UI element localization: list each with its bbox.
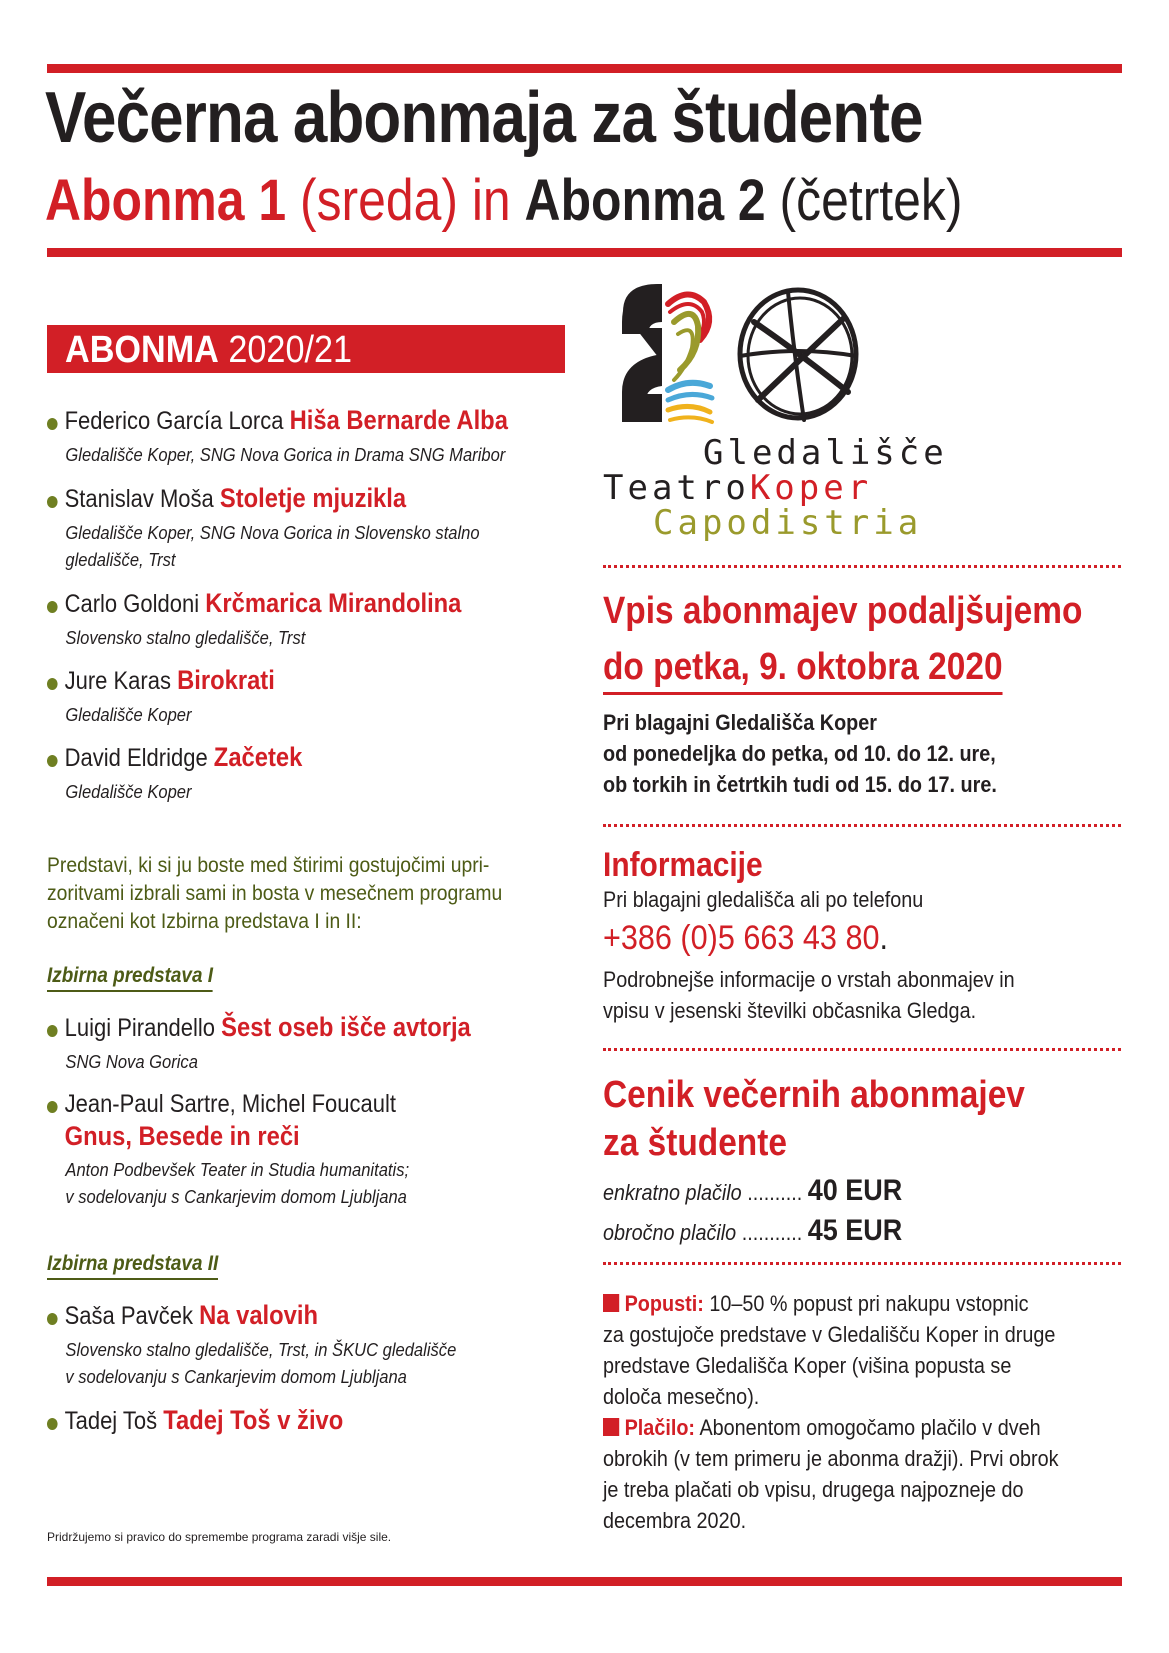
performance-producer: Anton Podbevšek Teater in Studia humanitatis; <box>65 1160 410 1180</box>
dotted-divider <box>603 1048 1121 1051</box>
performance-producer: Gledališče Koper, SNG Nova Gorica in Slovensko stalno <box>65 523 480 543</box>
payment-line <box>603 1412 1059 1443</box>
performance-author: Jean-Paul Sartre, Michel Foucault <box>64 1090 396 1118</box>
abonma2-label: Abonma 2 <box>524 168 766 233</box>
phone-suffix: . <box>879 919 888 957</box>
theatre-20-logo <box>618 282 878 432</box>
abonma1-label: Abonma 1 <box>45 168 287 233</box>
performance-item <box>47 742 337 806</box>
enrolment-line: od ponedeljka do petka, od 10. do 12. ure, <box>603 741 996 766</box>
payment-line: obrokih (v tem primeru je abonma dražji). Prvi obrok <box>603 1446 1059 1471</box>
bullet-icon <box>47 1313 58 1325</box>
season-label: ABONMA <box>65 329 219 371</box>
performance-item <box>47 1012 529 1076</box>
bullet-icon <box>47 678 58 690</box>
price-single-label: enkratno plačilo <box>603 1180 742 1205</box>
phone-digits: +386 (0)5 663 43 80 <box>603 919 880 957</box>
performance-title: Stoletje mjuzikla <box>219 483 407 513</box>
performance-producer: Slovensko stalno gledališče, Trst, in ŠKUC gledališče <box>65 1340 457 1360</box>
performance-producer: Slovensko stalno gledališče, Trst <box>65 628 306 648</box>
performance-item <box>47 665 306 729</box>
performance-title: Krčmarica Mirandolina <box>205 588 462 618</box>
performance-item <box>47 405 571 469</box>
logo-zero-circle <box>740 290 856 420</box>
logo-line2 <box>603 468 872 508</box>
discount-line: za gostujoče predstave v Gledališču Koper in druge <box>603 1322 1056 1347</box>
intro-line: označeni kot Izbirna predstava I in II: <box>47 910 362 933</box>
info-line: Pri blagajni gledališča ali po telefonu <box>603 887 924 912</box>
performance-author: Luigi Pirandello <box>64 1014 216 1042</box>
discount-label: Popusti: <box>624 1291 704 1316</box>
performance-producer: Gledališče Koper <box>65 782 192 802</box>
logo-koper: Koper <box>749 468 873 508</box>
performance-author: Federico García Lorca <box>64 407 284 435</box>
red-square-icon <box>603 1294 619 1312</box>
header-bottom-rule <box>47 248 1122 257</box>
price-leader: ........... <box>741 1220 803 1245</box>
performance-title: Na valovih <box>199 1300 318 1330</box>
bullet-icon <box>47 601 58 613</box>
elective-intro <box>47 852 562 936</box>
performance-author: Saša Pavček <box>64 1302 194 1330</box>
performance-title: Gnus, Besede in reči <box>64 1121 300 1151</box>
payment-text: Abonentom omogočamo plačilo v dveh <box>699 1415 1041 1440</box>
bullet-icon <box>47 418 58 430</box>
info-heading: Informacije <box>603 846 763 884</box>
payment-line: decembra 2020. <box>603 1508 747 1533</box>
performance-item <box>47 1300 492 1391</box>
logo-line1: Gledališče <box>703 433 948 473</box>
bullet-icon <box>47 1025 58 1037</box>
logo-teatro: Teatro <box>603 468 750 508</box>
performance-producer: Gledališče Koper, SNG Nova Gorica in Drama SNG Maribor <box>65 445 506 465</box>
season-banner <box>47 325 565 373</box>
performance-producer: gledališče, Trst <box>65 550 176 570</box>
enrolment-heading-date: do petka, 9. oktobra 2020 <box>603 648 1003 695</box>
dotted-divider <box>603 565 1121 568</box>
enrolment-line: Pri blagajni Gledališča Koper <box>603 710 877 735</box>
page-subtitle <box>45 168 963 233</box>
performance-title: Začetek <box>213 742 303 772</box>
price-single <box>603 1172 1034 1212</box>
discount-section <box>603 1288 1109 1536</box>
performance-title: Hiša Bernarde Alba <box>289 405 508 435</box>
bullet-icon <box>47 1418 58 1430</box>
discount-line: določa mesečno). <box>603 1384 760 1409</box>
bullet-icon <box>47 755 58 767</box>
performance-item <box>47 588 518 652</box>
performance-producer: Gledališče Koper <box>65 705 192 725</box>
bottom-rule <box>47 1577 1122 1586</box>
price-single-value: 40 EUR <box>807 1174 903 1207</box>
performance-author: Carlo Goldoni <box>64 590 200 618</box>
season-year: 2020/21 <box>228 329 353 371</box>
price-installment-value: 45 EUR <box>807 1214 903 1247</box>
price-heading: Cenik večernih abonmajev <box>603 1074 1025 1116</box>
bullet-icon <box>47 1101 58 1113</box>
performance-author: Stanislav Moša <box>64 485 214 513</box>
price-installment <box>603 1212 1034 1252</box>
abonma1-day: (sreda) <box>299 168 458 233</box>
performance-producer: v sodelovanju s Cankarjevim domom Ljubljana <box>65 1367 407 1387</box>
payment-label: Plačilo: <box>624 1415 696 1440</box>
elective2-heading: Izbirna predstava II <box>47 1252 218 1280</box>
top-rule <box>47 64 1122 73</box>
elective1-heading: Izbirna predstava I <box>47 964 213 992</box>
discount-line <box>603 1288 1059 1319</box>
payment-line: je treba plačati ob vpisu, drugega najpozneje do <box>603 1477 1024 1502</box>
red-square-icon <box>603 1418 619 1436</box>
price-heading-2: za študente <box>603 1122 787 1164</box>
discount-line: predstave Gledališča Koper (višina popusta se <box>603 1353 1012 1378</box>
dotted-divider <box>603 824 1121 827</box>
price-section <box>603 1076 1082 1252</box>
discount-text: 10–50 % popust pri nakupu vstopnic <box>709 1291 1029 1316</box>
logo-two-scribble <box>668 294 712 422</box>
performance-item <box>47 483 517 574</box>
enrolment-line: ob torkih in četrtkih tudi od 15. do 17. ure. <box>603 772 997 797</box>
performance-item <box>47 1089 444 1211</box>
phone-number <box>603 919 1015 958</box>
enrolment-heading: Vpis abonmajev podaljšujemo <box>603 590 1083 632</box>
performance-title: Šest oseb išče avtorja <box>221 1012 471 1042</box>
price-leader: .......... <box>747 1180 803 1205</box>
logo-line3: Capodistria <box>653 503 923 543</box>
info-line: Podrobnejše informacije o vrstah abonmajev in <box>603 967 1015 992</box>
price-installment-label: obročno plačilo <box>603 1220 737 1245</box>
intro-line: zoritvami izbrali sami in bosta v mesečnem programu <box>47 882 503 905</box>
performance-producer: v sodelovanju s Cankarjevim domom Ljubljana <box>65 1187 407 1207</box>
performance-author: Tadej Toš <box>64 1407 158 1435</box>
info-line: vpisu v jesenski številki občasnika Gledga. <box>603 998 977 1023</box>
info-section <box>603 848 1060 1026</box>
performance-title: Birokrati <box>177 665 275 695</box>
performance-producer: SNG Nova Gorica <box>65 1052 198 1072</box>
page-title: Večerna abonmaja za študente <box>45 78 923 158</box>
intro-line: Predstavi, ki si ju boste med štirimi gostujočimi upri- <box>47 854 490 877</box>
performance-author: David Eldridge <box>64 744 208 772</box>
dotted-divider <box>603 1262 1121 1265</box>
enrolment-section <box>603 592 1148 800</box>
performance-item <box>47 1405 384 1436</box>
performance-author: Jure Karas <box>64 667 171 695</box>
abonma2-day: (četrtek) <box>779 168 963 233</box>
performance-title: Tadej Toš v živo <box>163 1405 344 1435</box>
bullet-icon <box>47 496 58 508</box>
subtitle-in: in <box>471 168 511 233</box>
disclaimer: Pridržujemo si pravico do spremembe programa zaradi višje sile. <box>47 1530 392 1544</box>
